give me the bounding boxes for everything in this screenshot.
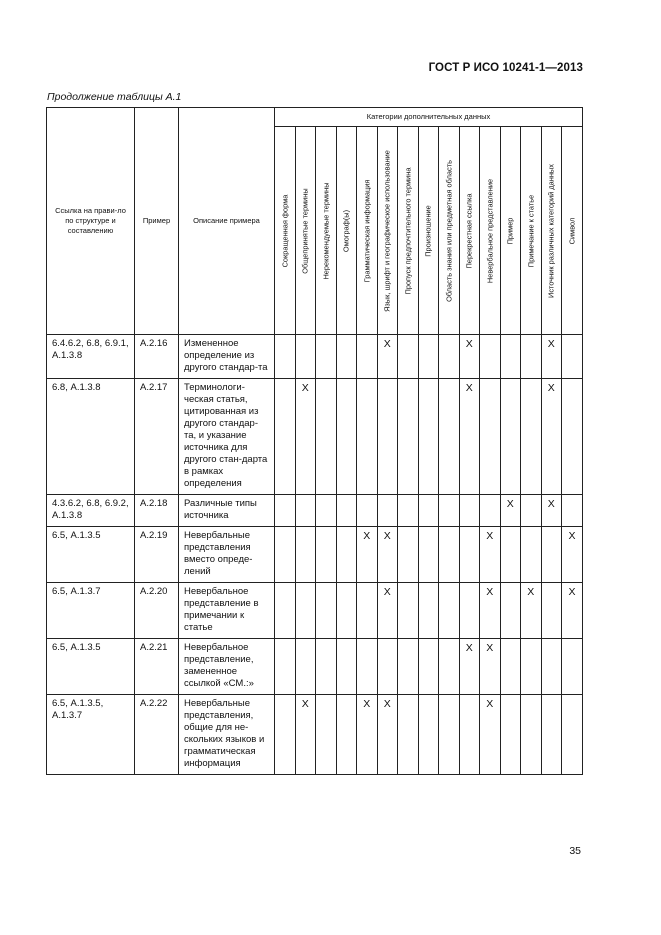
- category-mark-cell: [439, 379, 460, 495]
- category-mark-cell: [521, 695, 542, 775]
- category-header: [295, 127, 316, 335]
- category-header: [357, 127, 378, 335]
- description-cell: Невербальные представления, общие для не-скольких языков и грамматическая информация: [179, 695, 275, 775]
- category-label: Грамматическая информация: [362, 179, 372, 282]
- category-label: Омограф(ы): [341, 209, 351, 252]
- category-mark-cell: X: [562, 527, 583, 583]
- category-mark-cell: [295, 639, 316, 695]
- category-mark-cell: [377, 639, 398, 695]
- category-mark-cell: [316, 379, 337, 495]
- category-mark-cell: [459, 695, 480, 775]
- description-cell: Терминологи-ческая статья, цитированная из другого стандар-та, и указание источника для другого стан-дарта в рамках определения: [179, 379, 275, 495]
- table-caption: Продолжение таблицы А.1: [47, 91, 182, 103]
- category-mark-cell: [336, 639, 357, 695]
- category-mark-cell: [562, 335, 583, 379]
- category-label: Пример: [505, 217, 515, 244]
- category-mark-cell: [275, 335, 296, 379]
- category-mark-cell: [562, 495, 583, 527]
- category-header: [480, 127, 501, 335]
- category-mark-cell: X: [480, 695, 501, 775]
- category-mark-cell: [521, 379, 542, 495]
- column-header-example: Пример: [135, 108, 179, 335]
- category-header: [275, 127, 296, 335]
- category-mark-cell: [418, 639, 439, 695]
- category-header: [316, 127, 337, 335]
- category-mark-cell: [398, 495, 419, 527]
- category-label: Перекрестная ссылка: [464, 193, 474, 268]
- rule-reference-cell: 6.5, А.1.3.5: [47, 639, 135, 695]
- category-label: Область знания или предметная область: [444, 159, 454, 302]
- category-mark-cell: [459, 583, 480, 639]
- category-label: Символ: [567, 217, 577, 244]
- category-label: Сокращенная форма: [280, 194, 290, 267]
- category-mark-cell: [439, 335, 460, 379]
- category-header: [398, 127, 419, 335]
- category-mark-cell: [541, 583, 562, 639]
- category-mark-cell: X: [377, 527, 398, 583]
- column-header-description: Описание примера: [179, 108, 275, 335]
- category-mark-cell: [439, 527, 460, 583]
- category-label: Язык, шрифт и географическое использование: [382, 149, 392, 312]
- page-number: 35: [569, 845, 581, 857]
- description-cell: Измененное определение из другого стандар-та: [179, 335, 275, 379]
- category-mark-cell: [562, 695, 583, 775]
- category-mark-cell: [541, 695, 562, 775]
- description-cell: Невербальные представления вместо опреде-лений: [179, 527, 275, 583]
- category-mark-cell: X: [377, 335, 398, 379]
- category-mark-cell: [439, 695, 460, 775]
- category-mark-cell: X: [500, 495, 521, 527]
- category-mark-cell: [336, 583, 357, 639]
- category-mark-cell: [357, 379, 378, 495]
- category-mark-cell: X: [541, 495, 562, 527]
- table-row: [47, 379, 583, 495]
- category-mark-cell: [295, 495, 316, 527]
- table-row: [47, 527, 583, 583]
- categories-title: Категории дополнительных данных: [275, 108, 583, 127]
- example-cell: А.2.16: [135, 335, 179, 379]
- example-cell: А.2.20: [135, 583, 179, 639]
- table-row: [47, 583, 583, 639]
- category-mark-cell: [398, 639, 419, 695]
- category-mark-cell: X: [480, 583, 501, 639]
- category-mark-cell: [418, 583, 439, 639]
- example-cell: А.2.22: [135, 695, 179, 775]
- category-header: [521, 127, 542, 335]
- category-mark-cell: [295, 335, 316, 379]
- category-mark-cell: [500, 583, 521, 639]
- category-mark-cell: X: [357, 695, 378, 775]
- category-mark-cell: [439, 495, 460, 527]
- category-mark-cell: [316, 335, 337, 379]
- category-header: [459, 127, 480, 335]
- example-cell: А.2.18: [135, 495, 179, 527]
- category-mark-cell: [275, 583, 296, 639]
- category-mark-cell: [459, 527, 480, 583]
- category-header: [562, 127, 583, 335]
- category-mark-cell: [316, 639, 337, 695]
- category-mark-cell: X: [541, 379, 562, 495]
- category-mark-cell: [377, 495, 398, 527]
- category-header: [336, 127, 357, 335]
- category-mark-cell: X: [480, 639, 501, 695]
- category-mark-cell: [418, 527, 439, 583]
- category-label: Источник различных категорий данных: [546, 163, 556, 298]
- category-mark-cell: X: [377, 583, 398, 639]
- description-cell: Невербальное представление, замененное ссылкой «СМ.:»: [179, 639, 275, 695]
- category-mark-cell: [521, 527, 542, 583]
- categories-table: [46, 107, 583, 775]
- category-mark-cell: [480, 335, 501, 379]
- category-mark-cell: X: [377, 695, 398, 775]
- category-mark-cell: [357, 583, 378, 639]
- category-mark-cell: [418, 335, 439, 379]
- table-row: [47, 335, 583, 379]
- category-mark-cell: [316, 495, 337, 527]
- table-row: [47, 695, 583, 775]
- description-cell: Невербальное представление в примечании к статье: [179, 583, 275, 639]
- category-mark-cell: [275, 495, 296, 527]
- category-mark-cell: [398, 695, 419, 775]
- category-label: Нерекомендуемые термины: [321, 181, 331, 280]
- category-mark-cell: [480, 379, 501, 495]
- table-row: [47, 639, 583, 695]
- category-mark-cell: [275, 639, 296, 695]
- category-mark-cell: [439, 583, 460, 639]
- category-mark-cell: [357, 335, 378, 379]
- category-mark-cell: [398, 335, 419, 379]
- category-mark-cell: [521, 335, 542, 379]
- category-label: Общепринятые термины: [300, 187, 310, 274]
- category-mark-cell: [418, 379, 439, 495]
- category-mark-cell: X: [459, 379, 480, 495]
- category-mark-cell: [336, 527, 357, 583]
- category-mark-cell: [357, 639, 378, 695]
- rule-reference-cell: 6.5, А.1.3.7: [47, 583, 135, 639]
- category-mark-cell: [336, 495, 357, 527]
- category-mark-cell: [500, 695, 521, 775]
- category-mark-cell: [398, 583, 419, 639]
- category-mark-cell: [500, 335, 521, 379]
- category-mark-cell: [562, 379, 583, 495]
- column-header-ref: Ссылка на прави-ло по структуре и составлению: [47, 108, 135, 335]
- category-header: [500, 127, 521, 335]
- category-mark-cell: [377, 379, 398, 495]
- category-label: Пропуск предпочтительного термина: [403, 167, 413, 294]
- category-mark-cell: X: [295, 695, 316, 775]
- category-mark-cell: [336, 379, 357, 495]
- category-mark-cell: [562, 639, 583, 695]
- category-mark-cell: X: [357, 527, 378, 583]
- category-mark-cell: [398, 379, 419, 495]
- category-header: [541, 127, 562, 335]
- category-mark-cell: [275, 695, 296, 775]
- category-label: Невербальное представление: [485, 178, 495, 283]
- category-mark-cell: [418, 495, 439, 527]
- category-mark-cell: [275, 379, 296, 495]
- category-mark-cell: X: [521, 583, 542, 639]
- category-mark-cell: [336, 695, 357, 775]
- example-cell: А.2.17: [135, 379, 179, 495]
- rule-reference-cell: 6.5, А.1.3.5, А.1.3.7: [47, 695, 135, 775]
- category-mark-cell: [541, 639, 562, 695]
- category-mark-cell: [500, 639, 521, 695]
- category-mark-cell: [480, 495, 501, 527]
- description-cell: Различные типы источника: [179, 495, 275, 527]
- category-mark-cell: X: [459, 335, 480, 379]
- table-row: [47, 495, 583, 527]
- category-mark-cell: [316, 695, 337, 775]
- rule-reference-cell: 6.4.6.2, 6.8, 6.9.1, А.1.3.8: [47, 335, 135, 379]
- category-mark-cell: [541, 527, 562, 583]
- category-mark-cell: [500, 379, 521, 495]
- category-mark-cell: [316, 527, 337, 583]
- category-mark-cell: [459, 495, 480, 527]
- category-mark-cell: X: [541, 335, 562, 379]
- category-mark-cell: [521, 639, 542, 695]
- category-mark-cell: [336, 335, 357, 379]
- category-label: Произношение: [423, 204, 433, 257]
- category-mark-cell: [439, 639, 460, 695]
- category-mark-cell: [295, 527, 316, 583]
- category-mark-cell: [418, 695, 439, 775]
- rule-reference-cell: 6.5, А.1.3.5: [47, 527, 135, 583]
- category-header: [377, 127, 398, 335]
- category-mark-cell: X: [459, 639, 480, 695]
- category-label: Примечание к статье: [526, 194, 536, 267]
- document-code: ГОСТ Р ИСО 10241-1—2013: [428, 62, 583, 74]
- category-mark-cell: X: [295, 379, 316, 495]
- category-header: [418, 127, 439, 335]
- category-mark-cell: [295, 583, 316, 639]
- category-header: [439, 127, 460, 335]
- rule-reference-cell: 6.8, А.1.3.8: [47, 379, 135, 495]
- category-mark-cell: [500, 527, 521, 583]
- rule-reference-cell: 4.3.6.2, 6.8, 6.9.2, А.1.3.8: [47, 495, 135, 527]
- category-mark-cell: [521, 495, 542, 527]
- category-mark-cell: [316, 583, 337, 639]
- category-mark-cell: [275, 527, 296, 583]
- category-mark-cell: [357, 495, 378, 527]
- category-mark-cell: [398, 527, 419, 583]
- category-mark-cell: X: [562, 583, 583, 639]
- category-mark-cell: X: [480, 527, 501, 583]
- example-cell: А.2.21: [135, 639, 179, 695]
- example-cell: А.2.19: [135, 527, 179, 583]
